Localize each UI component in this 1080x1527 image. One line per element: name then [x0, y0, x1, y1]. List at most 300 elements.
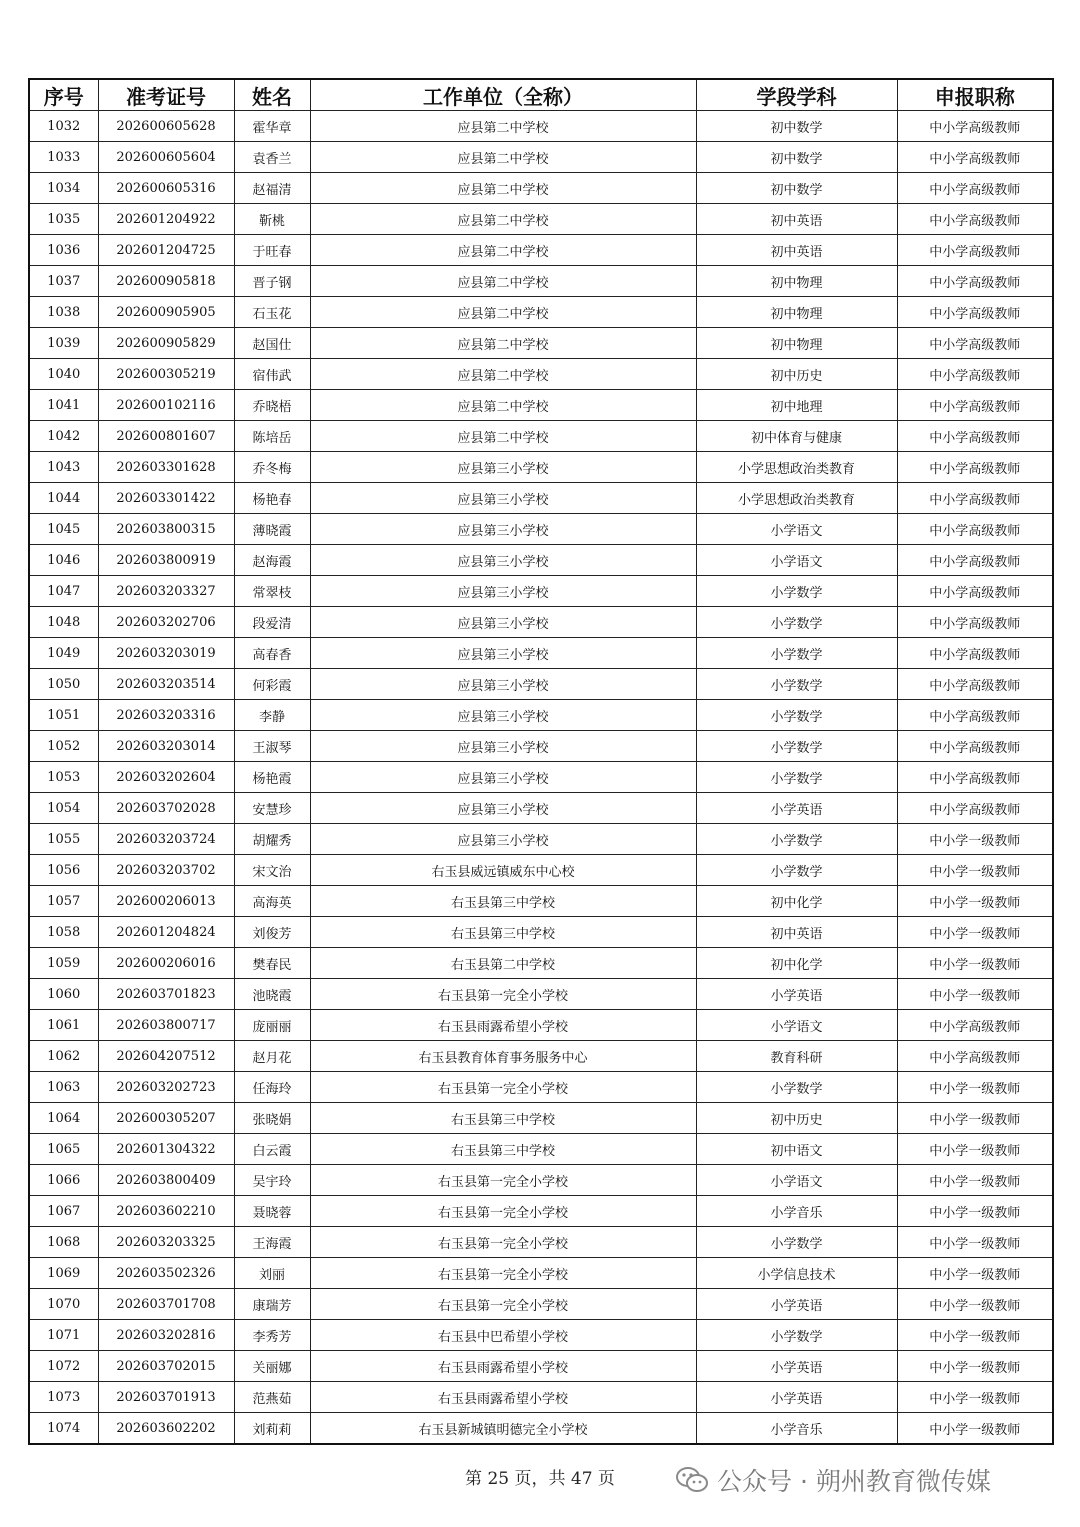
cell-exam-id: 202603203014	[98, 731, 234, 762]
cell-exam-id: 202601304322	[98, 1134, 234, 1165]
cell-index: 1057	[29, 886, 98, 917]
cell-title: 中小学一级教师	[897, 1103, 1053, 1134]
cell-work-unit: 应县第三小学校	[310, 669, 696, 700]
cell-index: 1059	[29, 948, 98, 979]
cell-work-unit: 应县第三小学校	[310, 824, 696, 855]
table-row	[29, 111, 1053, 142]
cell-name: 何彩霞	[234, 669, 310, 700]
cell-name: 乔晓梧	[234, 390, 310, 421]
cell-work-unit: 应县第二中学校	[310, 142, 696, 173]
cell-work-unit: 应县第三小学校	[310, 452, 696, 483]
col-header-name: 姓名	[234, 79, 310, 111]
cell-index: 1040	[29, 359, 98, 390]
cell-title: 中小学一级教师	[897, 1134, 1053, 1165]
cell-name: 薄晓霞	[234, 514, 310, 545]
cell-subject: 初中数学	[696, 142, 897, 173]
table-row	[29, 1010, 1053, 1041]
cell-title: 中小学一级教师	[897, 917, 1053, 948]
cell-index: 1069	[29, 1258, 98, 1289]
cell-title: 中小学一级教师	[897, 1072, 1053, 1103]
cell-index: 1054	[29, 793, 98, 824]
cell-exam-id: 202603202604	[98, 762, 234, 793]
cell-title: 中小学一级教师	[897, 1382, 1053, 1413]
cell-subject: 初中化学	[696, 948, 897, 979]
cell-title: 中小学高级教师	[897, 1010, 1053, 1041]
cell-title: 中小学一级教师	[897, 1165, 1053, 1196]
table-row	[29, 266, 1053, 297]
cell-name: 聂晓蓉	[234, 1196, 310, 1227]
cell-index: 1048	[29, 607, 98, 638]
cell-work-unit: 右玉县第三中学校	[310, 1103, 696, 1134]
table-row	[29, 1134, 1053, 1165]
cell-index: 1044	[29, 483, 98, 514]
cell-exam-id: 202600305207	[98, 1103, 234, 1134]
cell-exam-id: 202603301422	[98, 483, 234, 514]
cell-index: 1045	[29, 514, 98, 545]
cell-index: 1033	[29, 142, 98, 173]
cell-name: 宋文治	[234, 855, 310, 886]
cell-exam-id: 202600605604	[98, 142, 234, 173]
table-row	[29, 762, 1053, 793]
cell-index: 1041	[29, 390, 98, 421]
cell-name: 王海霞	[234, 1227, 310, 1258]
table-row	[29, 948, 1053, 979]
cell-index: 1049	[29, 638, 98, 669]
cell-name: 常翠枝	[234, 576, 310, 607]
cell-name: 刘丽	[234, 1258, 310, 1289]
cell-subject: 小学英语	[696, 1382, 897, 1413]
cell-index: 1071	[29, 1320, 98, 1351]
table-row	[29, 1320, 1053, 1351]
table-row	[29, 731, 1053, 762]
table-row	[29, 638, 1053, 669]
cell-title: 中小学高级教师	[897, 235, 1053, 266]
cell-work-unit: 右玉县雨露希望小学校	[310, 1010, 696, 1041]
cell-exam-id: 202601204725	[98, 235, 234, 266]
cell-subject: 小学数学	[696, 638, 897, 669]
cell-index: 1067	[29, 1196, 98, 1227]
cell-title: 中小学高级教师	[897, 545, 1053, 576]
table-row	[29, 979, 1053, 1010]
cell-index: 1062	[29, 1041, 98, 1072]
cell-name: 李秀芳	[234, 1320, 310, 1351]
col-header-title: 申报职称	[897, 79, 1053, 111]
cell-work-unit: 应县第二中学校	[310, 111, 696, 142]
cell-title: 中小学高级教师	[897, 793, 1053, 824]
cell-name: 赵月花	[234, 1041, 310, 1072]
cell-index: 1037	[29, 266, 98, 297]
cell-exam-id: 202603800315	[98, 514, 234, 545]
cell-name: 袁香兰	[234, 142, 310, 173]
table-row	[29, 669, 1053, 700]
table-row	[29, 1351, 1053, 1382]
cell-title: 中小学一级教师	[897, 855, 1053, 886]
cell-index: 1035	[29, 204, 98, 235]
cell-name: 于旺春	[234, 235, 310, 266]
roster-table	[28, 78, 1054, 1445]
cell-work-unit: 应县第二中学校	[310, 204, 696, 235]
table-body	[29, 111, 1053, 1445]
cell-exam-id: 202600905905	[98, 297, 234, 328]
cell-title: 中小学一级教师	[897, 824, 1053, 855]
cell-work-unit: 右玉县第一完全小学校	[310, 979, 696, 1010]
cell-exam-id: 202603202723	[98, 1072, 234, 1103]
cell-title: 中小学高级教师	[897, 173, 1053, 204]
cell-subject: 初中化学	[696, 886, 897, 917]
cell-index: 1032	[29, 111, 98, 142]
table-row	[29, 855, 1053, 886]
cell-title: 中小学高级教师	[897, 390, 1053, 421]
cell-subject: 初中历史	[696, 1103, 897, 1134]
table-row	[29, 328, 1053, 359]
cell-exam-id: 202603203327	[98, 576, 234, 607]
table-row	[29, 173, 1053, 204]
cell-name: 范燕茹	[234, 1382, 310, 1413]
cell-title: 中小学高级教师	[897, 731, 1053, 762]
cell-work-unit: 右玉县第一完全小学校	[310, 1258, 696, 1289]
cell-index: 1055	[29, 824, 98, 855]
cell-subject: 小学数学	[696, 824, 897, 855]
cell-work-unit: 应县第三小学校	[310, 638, 696, 669]
table-row	[29, 1196, 1053, 1227]
cell-subject: 初中数学	[696, 173, 897, 204]
cell-work-unit: 右玉县第一完全小学校	[310, 1165, 696, 1196]
table-row	[29, 576, 1053, 607]
table-row	[29, 1382, 1053, 1413]
cell-exam-id: 202600905818	[98, 266, 234, 297]
cell-title: 中小学一级教师	[897, 948, 1053, 979]
cell-subject: 小学数学	[696, 731, 897, 762]
cell-subject: 小学语文	[696, 545, 897, 576]
col-header-work-unit: 工作单位（全称）	[310, 79, 696, 111]
cell-name: 高春香	[234, 638, 310, 669]
cell-exam-id: 202603800717	[98, 1010, 234, 1041]
cell-work-unit: 右玉县第二中学校	[310, 948, 696, 979]
cell-subject: 初中地理	[696, 390, 897, 421]
cell-name: 陈培岳	[234, 421, 310, 452]
cell-name: 刘俊芳	[234, 917, 310, 948]
cell-work-unit: 应县第三小学校	[310, 731, 696, 762]
cell-title: 中小学一级教师	[897, 1258, 1053, 1289]
cell-work-unit: 应县第三小学校	[310, 793, 696, 824]
table-row	[29, 514, 1053, 545]
table-row	[29, 1413, 1053, 1445]
cell-index: 1050	[29, 669, 98, 700]
cell-index: 1039	[29, 328, 98, 359]
cell-work-unit: 右玉县第一完全小学校	[310, 1227, 696, 1258]
cell-name: 石玉花	[234, 297, 310, 328]
cell-title: 中小学高级教师	[897, 111, 1053, 142]
cell-title: 中小学一级教师	[897, 1413, 1053, 1445]
cell-exam-id: 202603702015	[98, 1351, 234, 1382]
cell-name: 霍华章	[234, 111, 310, 142]
cell-subject: 小学英语	[696, 1351, 897, 1382]
table-row	[29, 607, 1053, 638]
cell-index: 1064	[29, 1103, 98, 1134]
table-row	[29, 1258, 1053, 1289]
cell-index: 1056	[29, 855, 98, 886]
cell-name: 赵海霞	[234, 545, 310, 576]
cell-index: 1046	[29, 545, 98, 576]
cell-exam-id: 202603701913	[98, 1382, 234, 1413]
cell-subject: 小学思想政治类教育	[696, 483, 897, 514]
cell-subject: 小学英语	[696, 793, 897, 824]
cell-exam-id: 202603203325	[98, 1227, 234, 1258]
cell-name: 宿伟武	[234, 359, 310, 390]
cell-subject: 初中英语	[696, 204, 897, 235]
cell-title: 中小学高级教师	[897, 514, 1053, 545]
cell-work-unit: 右玉县雨露希望小学校	[310, 1351, 696, 1382]
table-row	[29, 1227, 1053, 1258]
cell-name: 王淑琴	[234, 731, 310, 762]
cell-work-unit: 右玉县中巴希望小学校	[310, 1320, 696, 1351]
cell-index: 1073	[29, 1382, 98, 1413]
cell-exam-id: 202603202816	[98, 1320, 234, 1351]
cell-subject: 小学语文	[696, 1010, 897, 1041]
cell-exam-id: 202600206016	[98, 948, 234, 979]
cell-subject: 初中英语	[696, 235, 897, 266]
cell-exam-id: 202601204922	[98, 204, 234, 235]
cell-subject: 小学思想政治类教育	[696, 452, 897, 483]
cell-name: 康瑞芳	[234, 1289, 310, 1320]
cell-index: 1070	[29, 1289, 98, 1320]
table-row	[29, 421, 1053, 452]
cell-name: 庞丽丽	[234, 1010, 310, 1041]
table-row	[29, 452, 1053, 483]
cell-subject: 小学数学	[696, 607, 897, 638]
cell-title: 中小学高级教师	[897, 762, 1053, 793]
cell-subject: 初中体育与健康	[696, 421, 897, 452]
cell-name: 关丽娜	[234, 1351, 310, 1382]
cell-name: 高海英	[234, 886, 310, 917]
col-header-index: 序号	[29, 79, 98, 111]
cell-name: 乔冬梅	[234, 452, 310, 483]
cell-exam-id: 202604207512	[98, 1041, 234, 1072]
cell-work-unit: 右玉县第三中学校	[310, 1134, 696, 1165]
cell-subject: 小学英语	[696, 1289, 897, 1320]
cell-name: 张晓娟	[234, 1103, 310, 1134]
cell-work-unit: 右玉县第三中学校	[310, 917, 696, 948]
cell-subject: 小学信息技术	[696, 1258, 897, 1289]
cell-title: 中小学一级教师	[897, 1351, 1053, 1382]
cell-index: 1036	[29, 235, 98, 266]
col-header-subject: 学段学科	[696, 79, 897, 111]
cell-work-unit: 右玉县第一完全小学校	[310, 1196, 696, 1227]
table-row	[29, 886, 1053, 917]
cell-index: 1072	[29, 1351, 98, 1382]
table-row	[29, 235, 1053, 266]
cell-subject: 教育科研	[696, 1041, 897, 1072]
cell-index: 1052	[29, 731, 98, 762]
table-row	[29, 793, 1053, 824]
cell-name: 段爱清	[234, 607, 310, 638]
cell-work-unit: 应县第三小学校	[310, 576, 696, 607]
table-row	[29, 545, 1053, 576]
cell-work-unit: 应县第二中学校	[310, 235, 696, 266]
cell-subject: 小学音乐	[696, 1196, 897, 1227]
cell-title: 中小学高级教师	[897, 576, 1053, 607]
cell-index: 1061	[29, 1010, 98, 1041]
cell-name: 杨艳霞	[234, 762, 310, 793]
watermark-text: 公众号 · 朔州教育微传媒	[717, 1467, 991, 1496]
table-row	[29, 1289, 1053, 1320]
cell-title: 中小学高级教师	[897, 421, 1053, 452]
cell-work-unit: 应县第二中学校	[310, 266, 696, 297]
cell-title: 中小学高级教师	[897, 142, 1053, 173]
cell-title: 中小学一级教师	[897, 1289, 1053, 1320]
cell-exam-id: 202600102116	[98, 390, 234, 421]
cell-title: 中小学一级教师	[897, 1227, 1053, 1258]
cell-work-unit: 应县第三小学校	[310, 700, 696, 731]
cell-subject: 初中历史	[696, 359, 897, 390]
cell-exam-id: 202600605628	[98, 111, 234, 142]
cell-name: 李静	[234, 700, 310, 731]
cell-title: 中小学高级教师	[897, 483, 1053, 514]
cell-exam-id: 202603203702	[98, 855, 234, 886]
cell-index: 1042	[29, 421, 98, 452]
cell-index: 1060	[29, 979, 98, 1010]
cell-subject: 小学数学	[696, 576, 897, 607]
cell-title: 中小学高级教师	[897, 607, 1053, 638]
table-row	[29, 359, 1053, 390]
cell-name: 白云霞	[234, 1134, 310, 1165]
table-row	[29, 483, 1053, 514]
cell-title: 中小学高级教师	[897, 1041, 1053, 1072]
cell-subject: 初中语文	[696, 1134, 897, 1165]
cell-exam-id: 202603203724	[98, 824, 234, 855]
table-row	[29, 917, 1053, 948]
cell-exam-id: 202603202706	[98, 607, 234, 638]
cell-work-unit: 应县第三小学校	[310, 483, 696, 514]
cell-title: 中小学一级教师	[897, 1196, 1053, 1227]
cell-subject: 初中物理	[696, 266, 897, 297]
table-row	[29, 1165, 1053, 1196]
cell-subject: 初中物理	[696, 297, 897, 328]
table-row	[29, 824, 1053, 855]
cell-exam-id: 202601204824	[98, 917, 234, 948]
cell-index: 1038	[29, 297, 98, 328]
cell-work-unit: 应县第二中学校	[310, 390, 696, 421]
cell-work-unit: 应县第二中学校	[310, 297, 696, 328]
cell-name: 刘莉莉	[234, 1413, 310, 1445]
cell-index: 1053	[29, 762, 98, 793]
cell-exam-id: 202600206013	[98, 886, 234, 917]
cell-index: 1043	[29, 452, 98, 483]
cell-work-unit: 右玉县新城镇明德完全小学校	[310, 1413, 696, 1445]
cell-work-unit: 右玉县第三中学校	[310, 886, 696, 917]
cell-exam-id: 202600605316	[98, 173, 234, 204]
cell-title: 中小学高级教师	[897, 669, 1053, 700]
cell-exam-id: 202603800409	[98, 1165, 234, 1196]
cell-index: 1058	[29, 917, 98, 948]
cell-exam-id: 202603701823	[98, 979, 234, 1010]
cell-index: 1047	[29, 576, 98, 607]
cell-title: 中小学高级教师	[897, 638, 1053, 669]
cell-exam-id: 202600305219	[98, 359, 234, 390]
cell-work-unit: 应县第三小学校	[310, 762, 696, 793]
cell-subject: 小学数学	[696, 1072, 897, 1103]
cell-subject: 小学数学	[696, 1227, 897, 1258]
table-row	[29, 1072, 1053, 1103]
cell-exam-id: 202603301628	[98, 452, 234, 483]
cell-subject: 小学语文	[696, 1165, 897, 1196]
wechat-icon	[675, 1466, 709, 1494]
cell-exam-id: 202603800919	[98, 545, 234, 576]
cell-name: 任海玲	[234, 1072, 310, 1103]
cell-work-unit: 应县第二中学校	[310, 359, 696, 390]
cell-name: 晋子钢	[234, 266, 310, 297]
cell-exam-id: 202603701708	[98, 1289, 234, 1320]
cell-title: 中小学一级教师	[897, 1320, 1053, 1351]
cell-index: 1065	[29, 1134, 98, 1165]
cell-subject: 小学数学	[696, 700, 897, 731]
cell-exam-id: 202603602210	[98, 1196, 234, 1227]
cell-name: 赵国仕	[234, 328, 310, 359]
table-row	[29, 297, 1053, 328]
page-footer	[0, 1460, 1080, 1500]
cell-work-unit: 应县第三小学校	[310, 545, 696, 576]
cell-name: 靳桃	[234, 204, 310, 235]
table-row	[29, 390, 1053, 421]
cell-exam-id: 202603702028	[98, 793, 234, 824]
cell-name: 胡耀秀	[234, 824, 310, 855]
cell-subject: 小学数学	[696, 855, 897, 886]
cell-name: 池晓霞	[234, 979, 310, 1010]
cell-exam-id: 202603203514	[98, 669, 234, 700]
cell-title: 中小学高级教师	[897, 700, 1053, 731]
cell-work-unit: 右玉县教育体育事务服务中心	[310, 1041, 696, 1072]
cell-name: 安慧珍	[234, 793, 310, 824]
cell-work-unit: 右玉县第一完全小学校	[310, 1289, 696, 1320]
table-row	[29, 700, 1053, 731]
cell-work-unit: 右玉县雨露希望小学校	[310, 1382, 696, 1413]
cell-subject: 初中物理	[696, 328, 897, 359]
cell-index: 1034	[29, 173, 98, 204]
cell-exam-id: 202603502326	[98, 1258, 234, 1289]
cell-exam-id: 202603602202	[98, 1413, 234, 1445]
cell-name: 吴宇玲	[234, 1165, 310, 1196]
cell-index: 1066	[29, 1165, 98, 1196]
cell-subject: 小学语文	[696, 514, 897, 545]
cell-subject: 小学数学	[696, 1320, 897, 1351]
cell-name: 樊春民	[234, 948, 310, 979]
cell-exam-id: 202600801607	[98, 421, 234, 452]
cell-exam-id: 202603203316	[98, 700, 234, 731]
col-header-exam-id: 准考证号	[98, 79, 234, 111]
cell-work-unit: 应县第二中学校	[310, 421, 696, 452]
table-row	[29, 1041, 1053, 1072]
cell-title: 中小学高级教师	[897, 204, 1053, 235]
cell-title: 中小学高级教师	[897, 297, 1053, 328]
cell-subject: 小学音乐	[696, 1413, 897, 1445]
cell-subject: 小学数学	[696, 762, 897, 793]
cell-work-unit: 右玉县第一完全小学校	[310, 1072, 696, 1103]
table-row	[29, 142, 1053, 173]
cell-index: 1074	[29, 1413, 98, 1445]
cell-title: 中小学高级教师	[897, 328, 1053, 359]
cell-title: 中小学高级教师	[897, 266, 1053, 297]
cell-work-unit: 应县第三小学校	[310, 514, 696, 545]
cell-title: 中小学一级教师	[897, 979, 1053, 1010]
cell-subject: 小学数学	[696, 669, 897, 700]
cell-subject: 初中数学	[696, 111, 897, 142]
cell-work-unit: 应县第三小学校	[310, 607, 696, 638]
table-row	[29, 1103, 1053, 1134]
cell-title: 中小学一级教师	[897, 886, 1053, 917]
cell-exam-id: 202603203019	[98, 638, 234, 669]
table-row	[29, 204, 1053, 235]
cell-title: 中小学高级教师	[897, 452, 1053, 483]
